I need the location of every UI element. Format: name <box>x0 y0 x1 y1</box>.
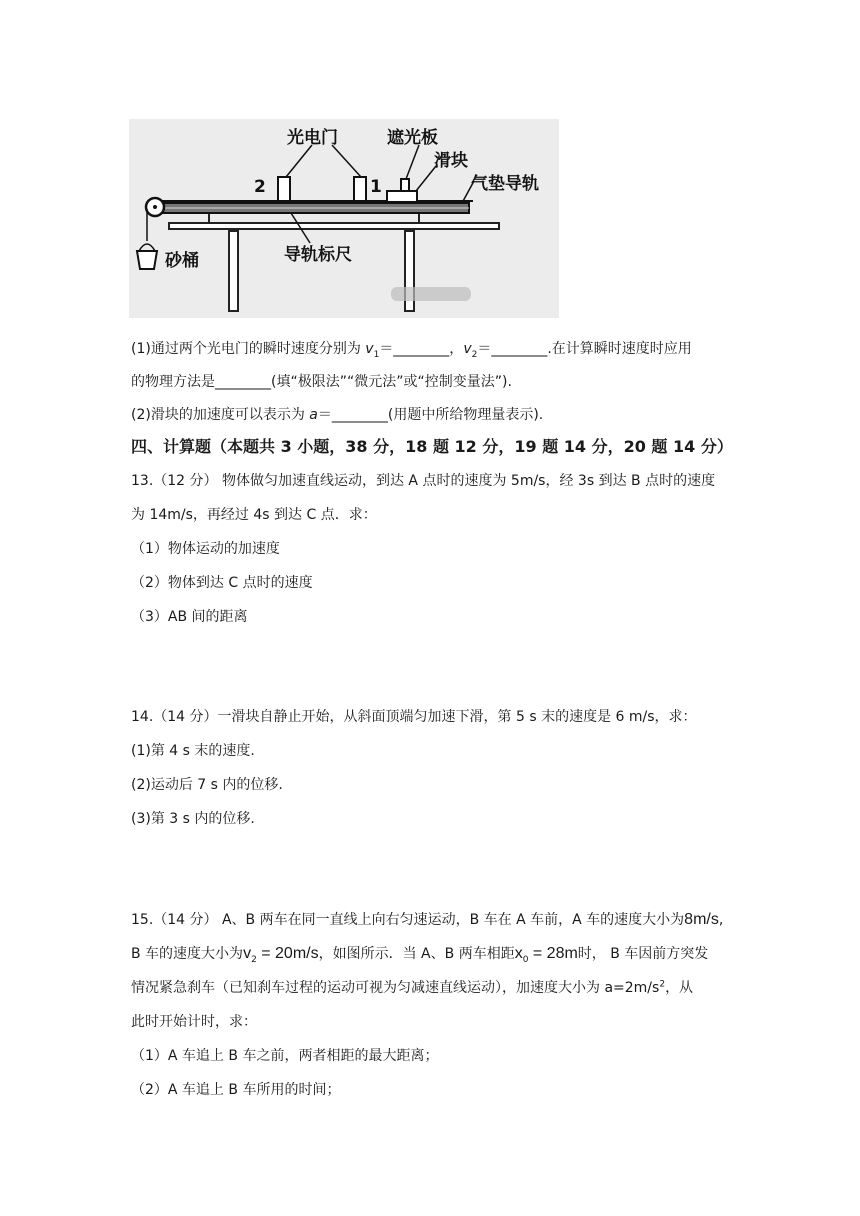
q15-item1: （1）A 车追上 B 车之前，两者相距的最大距离； <box>131 1048 439 1064</box>
apparatus-figure <box>129 119 559 318</box>
photogate-2 <box>278 177 290 201</box>
q12-part2: (2)滑块的加速度可以表示为 a＝________(用题中所给物理量表示). <box>131 407 544 423</box>
table-leg-left <box>229 231 238 311</box>
q15-line4: 此时开始计时，求： <box>131 1014 257 1030</box>
q13-item2: （2）物体到达 C 点时的速度 <box>131 575 313 591</box>
label-gate-1: 1 <box>370 177 382 197</box>
label-photogate: 光电门 <box>287 128 338 148</box>
q15-item2: （2）A 车追上 B 车所用的时间； <box>131 1082 341 1098</box>
q13-item3: （3）AB 间的距离 <box>131 609 248 625</box>
shade-plate <box>401 179 409 191</box>
photogate-1 <box>354 177 366 201</box>
q13-line1: 13.（12 分） 物体做匀加速直线运动，到达 A 点时的速度为 5m/s，经 3s 到达 B 点时的速度 <box>131 473 716 489</box>
q13-line2: 为 14m/s，再经过 4s 到达 C 点．求： <box>131 507 377 523</box>
label-shade-plate: 遮光板 <box>387 128 438 148</box>
label-sand-bucket: 砂桶 <box>165 251 199 271</box>
q15-line2: B 车的速度大小为$v_2 = 20m/s$，如图所示．当 A、B 两车相距$x_0 = 28m$时， B 车因前方突发 <box>131 945 709 965</box>
air-track-diagram <box>129 119 559 318</box>
q14-item3: (3)第 3 s 内的位移. <box>131 811 255 827</box>
q15-line1: 15.（14 分） A、B 两车在同一直线上向右匀速运动，B 车在 A 车前，A 车的速度大小为8m/s, <box>131 911 724 928</box>
q12-part1-line1: (1)通过两个光电门的瞬时速度分别为 $v_1=\_\_\_\_\_\_\_\_$，$v_2=\_\_\_\_\_\_\_\_$.在计算瞬时速度时应用 <box>131 341 692 360</box>
slider-block <box>387 191 417 202</box>
q15-line3: 情况紧急刹车（已知刹车过程的运动可视为匀减速直线运动），加速度大小为 $a=2m/s^2$，从 <box>131 979 694 996</box>
q14-line1: 14.（14 分）一滑块自静止开始，从斜面顶端匀加速下滑，第 5 s 末的速度是 6 m/s，求： <box>131 709 697 725</box>
label-gate-2: 2 <box>254 177 266 197</box>
blur-smudge <box>391 287 471 301</box>
q13-item1: （1）物体运动的加速度 <box>131 541 280 557</box>
q14-item2: (2)运动后 7 s 内的位移. <box>131 777 283 793</box>
q12-part1-line2: 的物理方法是________(填“极限法”“微元法”或“控制变量法”). <box>131 374 512 390</box>
label-air-track: 气垫导轨 <box>471 174 539 194</box>
sand-bucket-icon <box>137 251 157 269</box>
label-slider: 滑块 <box>434 151 468 171</box>
label-track-ruler: 导轨标尺 <box>284 245 352 265</box>
section-heading: 四、计算题（本题共 3 小题，38 分，18 题 12 分，19 题 14 分，20 题 14 分） <box>131 437 733 456</box>
q14-item1: (1)第 4 s 末的速度. <box>131 743 255 759</box>
bench-plate <box>169 223 499 229</box>
